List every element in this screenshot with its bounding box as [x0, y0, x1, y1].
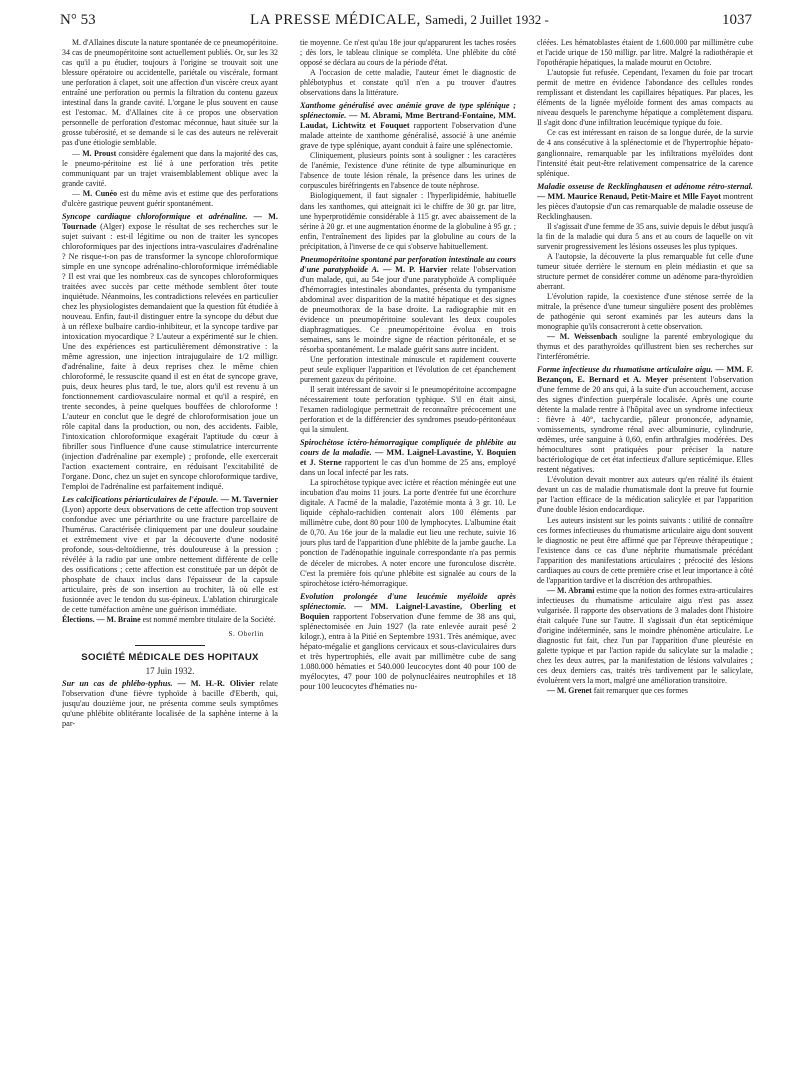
paragraph-text: rapportent l'observation d'une femme de 38 ans qui, splénectomisée en Juin 1927 (la rate enlevée aurait pesé 2 kilogr.), entra à la Pitié en Septembre 1931. Très anémique, avec hépato-mégalie et ganglions cervicaux et sous-claviculaires durs et très hypertrophiés, elle avait par millimètre cube de sang 1.080.000 hématies et 540.000 leucocytes dont 40 pour 100 de myélocytes, 47 pour 100 de polynucléaires neutrophiles et 18 pour 100 leucocytes d'hématies nu- [300, 611, 516, 691]
section-heading [300, 255, 516, 355]
paragraph: M. d'Allaines discute la nature spontanée de ce pneumopéritoine. 34 cas de pneumopéritoine sont actuellement publiés. Or, sur les 32 cas qu'il a pu étudier, toujours à l'origine se trouvait soit une blessure opératoire ou accidentelle, pariétale ou viscérale, formant une perforation à clapet, soit une affection d'un viscère creux ayant entraîné une perforation ou permis la filtration du contenu gazeux intestinal dans la grande cavité. L'organe le plus souvent en cause est l'estomac. M. d'Allaines cite à ce propos une observation personnelle de perforation d'estomac méconnue, haut située sur la grosse tubérosité, et se demande si le cas des auteurs ne relèverait pas d'une étiologie semblable. [62, 38, 278, 148]
paragraph-text: rapportent l'observation d'une malade atteinte de xanthome généralisé, associé à une anémie grave de type splénique, ayant conduit à faire une splénectomie. [300, 121, 516, 151]
section-heading [537, 182, 753, 222]
author-lead: — M. Abrami [547, 585, 595, 595]
paragraph: A l'occasion de cette maladie, l'auteur émet le diagnostic de phlébotyphus et constate qu'il n'en a pu trouver d'autres observations dans la littérature. [300, 68, 516, 98]
society-date: 17 Juin 1932. [145, 665, 195, 676]
paragraph: Ce cas est intéressant en raison de sa longue durée, de la survie de 4 ans consécutive à la splénectomie et de l'hypertrophie hépato-ganglionnaire, remarquable par les infiltrations myéloïdes dont l'intensité était peut-être relativement compensatrice de la carence splénique. [537, 128, 753, 178]
paragraph: A l'autopsie, la découverte la plus remarquable fut celle d'une tumeur située derrière le sternum en plein médiastin et que sa structure permet de considérer comme un adénome para-thyroïdien aberrant. [537, 251, 753, 291]
paragraph: Cliniquement, plusieurs points sont à souligner : les caractères de l'anémie, l'existence d'une rétinite de type albuminurique en l'absence de toute lésion rénale, la présence dans les urines de corpuscules biréfringents en l'absence de toute néphrose. [300, 151, 516, 191]
paragraph [62, 615, 278, 625]
paragraph-text: relate l'observation d'une fièvre typhoïde à bacille d'Eberth, qui, jusqu'au douzième jour, ne présenta comme seuls symptômes qu'une phlébite oblitérante localisée de la saphène interne à la par- [62, 678, 278, 728]
section-heading [537, 365, 753, 475]
paragraph: L'évolution devait montrer aux auteurs qu'en réalité ils étaient devant un cas de maladie rhumatismale dont la preuve fut fournie par l'action efficace de la médication salicylée et par l'apparition d'une double lésion endocardique. [537, 475, 753, 515]
paragraph: cléées. Les hématoblastes étaient de 1.600.000 par millimètre cube et l'acide urique de 150 milligr. par litre. Malgré la radiothérapie et l'opothérapie hépatiques, la malade mourut en Octobre. [537, 38, 753, 68]
author-lead: — MM. Maurice Renaud, Petit-Maire et Mlle Fayot [537, 191, 721, 201]
paragraph [537, 686, 753, 696]
paragraph-text: rapportent le cas d'un homme de 25 ans, employé dans un local infecté par les rats. [300, 458, 516, 478]
paragraph-text: (Alger) expose le résultat de ses recherches sur le sujet suivant : est-il légitime ou non de traiter les syncopes chloroformiques par des injections intra-vasculaires d'adrénaline ? Ne risque-t-on pas de transformer la syncope chloroformique simple en une syncope adrénalino-chloroformique irrémédiable ? Il est vrai que les nombreux cas de syncopes chloroformiques traitées avec succès par cette méthode semblent ôter toute inquiétude. Néanmoins, les contradictions relevées en particulier chez les physiologistes demandaient que la question fût étudiée à nouveau. Enfin, faut-il distinguer entre la syncope du début due à un réflexe bulbaire cardio-inhibiteur, et la syncope tardive par intoxication myocardique ? L'auteur a expérimenté sur le chien. Une des expériences est particulièrement démonstrative : la même agression, une injection intrajugulaire de 1/2 milligr. d'adrénaline, faite à deux reprises chez le même chien chloroformé, le ressuscite quand il est en état de syncope grave, puis, deux heures plus tard, le tue, alors qu'il est revenu à un fonctionnement cardiovasculaire normal et qu'il a respiré, en trente secondes, à peine quelques bouffées de chloroforme ! L'auteur en conclut que le degré de chloroformisation joue un rôle capital dans la production, ou non, des accidents. Faible, l'intoxication chloroformique exagérait l'aptitude du cœur à fibriller sous l'influence d'une cause stimulatrice intercurrente (injection d'adrénaline par exemple) ; profonde, elle exercerait l'action exactement contraire, en réduisant l'excitabilité de l'organe. Donc, chez un sujet en syncope chloroformique tardive, l'emploi de l'adrénaline est parfaitement indiqué. [62, 221, 278, 491]
author-lead: — M. Grenet [547, 686, 592, 696]
paragraph: Il s'agissait d'une femme de 35 ans, suivie depuis le début jusqu'à la fin de la maladie qui dura 5 ans et au cours de laquelle on vit survenir progressivement les lésions osseuses les plus typiques. [537, 221, 753, 251]
column-1 [62, 38, 278, 1074]
society-title: SOCIÉTÉ MÉDICALE DES HOPITAUX [81, 651, 259, 663]
author-name: M. Cunéo [82, 188, 118, 198]
elections-lead: Élections. — M. Braine [62, 614, 141, 624]
paragraph: tie moyenne. Ce n'est qu'au 18e jour qu'apparurent les taches rosées ; dès lors, le tableau clinique se compléta. Une phlébite du côté opposé se déclara au cours de la période d'état. [300, 38, 516, 68]
paragraph-text: est du même avis et estime que des perforations d'ulcère gastrique peuvent guérir spontanément. [62, 188, 278, 208]
paragraph: Biologiquement, il faut signaler : l'hyperlipidémie, habituelle dans les xanthomes, qui atteignait ici le chiffre de 30 gr. par litre, une hyperprotidémie considérable à 115 gr. avec abaissement de la sérine à 20 gr. et une augmentation énorme de la globuline à 95 gr. ; enfin, l'entraînement des lipides par la globuline au cours de la précipitation, à l'inverse de ce qui s'observe habituellement. [300, 191, 516, 251]
heading-title: Spirochétose ictéro-hémorragique compliquée de phlébite au cours de la maladie. [300, 438, 516, 458]
author-lead: — M. Tavernier [218, 494, 278, 504]
heading-title: Pneumopéritoine spontané par perforation intestinale au cours d'une paratyphoïde A. [300, 254, 516, 274]
paragraph [537, 332, 753, 362]
paragraph-text: est nommé membre titulaire de la Société. [140, 614, 276, 624]
paragraph: — M. Cunéo est du même avis et estime que des perforations d'ulcère gastrique peuvent guérir spontanément. [62, 188, 278, 208]
paragraph: Les auteurs insistent sur les points suivants : utilité de connaître ces formes infectieuses du rhumatisme articulaire aigu dont souvent le diagnostic ne peut être affirmé que par l'épreuve thérapeutique ; l'existence dans ce cas d'une néphrite rhumatismale précédant l'apparition des manifestations articulaires ; précocité des lésions cardiaques au cours de cette première crise et leur importance à côté de l'apparition tardive et la discrétion des arthropathies. [537, 515, 753, 585]
author-lead: — M. P. Harvier [379, 264, 448, 274]
issue-number: N° 53 [60, 12, 96, 28]
page-header [60, 12, 752, 32]
heading-title: Sur un cas de phlébo-typhus. [62, 678, 173, 688]
paragraph: L'évolution rapide, la coexistence d'une sténose serrée de la mitrale, la présence d'une tumeur singulière posent des problèmes de pathogénie qui seront examinés par les auteurs dans la monographie qu'ils consacreront à cette observation. [537, 291, 753, 332]
section-heading [62, 495, 278, 615]
paragraph-text: estime que la notion des formes extra-articulaires infectieuses du rhumatisme articulaire aigu n'est pas assez vulgarisée. Il rapporte des observations de 3 malades dont l'histoire était calquée l'une sur l'autre. Il s'agissait d'un état septicémique d'origine indéterminée, sans le moindre phénomène articulaire. Le diagnostic fut fait, chez l'un par l'apparition d'une pleurésie en galette typique et par l'action rapide du salicylate sur la maladie ; chez les deux autres, par la manifestation de lésions valvulaires ; ces deux derniers cas, traités très tardivement par le salicylate, évoluèrent vers la mort, malgré une amélioration transitoire. [537, 585, 753, 686]
paragraph: L'autopsie fut refusée. Cependant, l'examen du foie par trocart permit de mettre en évidence l'abondance des cellules rondes remplissant et distendant les capillaires hépatiques. Par places, les éléments de la lignée myéloïde forment des amas compacts au niveau desquels le parenchyme hépatique a complètement disparu. Il s'agit donc d'une infiltration leucémique typique du foie. [537, 68, 753, 128]
divider [135, 645, 205, 646]
heading-title: Xanthome généralisé avec anémie grave de type splénique ; splénectomie. [300, 101, 516, 121]
paragraph-text: montrent les pièces d'autopsie d'un cas remarquable de maladie osseuse de Recklinghausen. [537, 191, 753, 221]
author-lead: — MM. Laignel-Lavastine, Y. Boquien et J. Sterne [300, 448, 516, 468]
heading-title: Les calcifications périarticulaires de l'épaule. [62, 494, 219, 504]
paragraph-text: fait remarquer que ces formes [591, 686, 688, 696]
journal-title [250, 12, 549, 29]
paragraph [537, 586, 753, 686]
author-lead: — M. H.-R. Olivier [172, 678, 255, 688]
column-2 [300, 38, 516, 1074]
signature: S. Oberlin [228, 629, 264, 638]
author-lead: — M. Abrami, Mme Bertrand-Fontaine, MM. Laudat, Lichtwitz et Fouquet [300, 111, 516, 131]
paragraph: Il serait intéressant de savoir si le pneumopéritoine accompagne nécessairement toute perforation typhique. S'il en était ainsi, l'examen radiologique permettrait de reconnaître précocement une perforation et de la différencier des syndromes pseudo-péritonéaux qui la simulent. [300, 384, 516, 435]
heading-title: Evolution prolongée d'une leucémie myéloïde après splénectomie. [300, 591, 516, 611]
section-heading [62, 212, 278, 492]
heading-title: Syncope cardiaque chloroformique et adrénaline. [62, 211, 248, 221]
paragraph: Une perforation intestinale minuscule et rapidement couverte peut seule expliquer l'apparition et l'évolution de cet épanchement purement gazeux du péritoine. [300, 354, 516, 384]
heading-title: Maladie osseuse de Recklinghausen et adénome rétro-sternal. [537, 181, 753, 191]
paragraph: — M. Proust considère également que dans la majorité des cas, le pneumo-péritoine est lié à une perforation très petite communiquant par un trajet vraisemblablement oblique avec la grande cavité. [62, 148, 278, 188]
section-heading [62, 679, 278, 729]
journal-name: LA PRESSE MÉDICALE, [250, 12, 426, 28]
paragraph-text: relate l'observation d'un malade, qui, au 54e jour d'une paratyphoïde A compliquée d'hémorragies intestinales abondantes, présenta du tympanisme abdominal avec disparition de la matité hépatique et des signes de pneumothorax de la base droite. La radiographie mit en évidence un pneumopéritoine soulevant les deux coupoles diaphragmatiques. Ce pneumopéritoine évolua en trois semaines, sans le moindre signe de réaction péritonéale, et se résorba spontanément. Le malade guérit sans autre incident. [300, 264, 516, 354]
paragraph: La spirochétose typique avec ictère et réaction méningée eut une incubation d'au moins 11 jours. La porte d'entrée fut une écorchure digitale. A l'acmé de la maladie, l'azotémie monta à 3 gr. 10. Le liquide céphalo-rachidien contenait alors 100 éléments par millimètre cube, dont 80 pour 100 de lymphocytes. L'albumine était de 0,70. Au 16e jour de la maladie eut lieu une rechute, suivie 16 jours plus tard de l'apparition d'une phlébite de la jambe gauche. La ponction de l'adénopathie inguinale correspondante n'a pas permis de déceler de microbes. A noter encore une furonculose discrète. C'est la première fois qu'une phlébite est signalée au cours de la spirochétose ictéro-hémorragique. [300, 478, 516, 588]
paragraph-text: souligne la parenté embryologique du thymus et des parathyroïdes qu'illustrent bien ses recherches sur l'interférométrie. [537, 332, 753, 362]
section-heading [300, 101, 516, 151]
header-separator: - [541, 12, 549, 27]
author-name: M. Proust [82, 148, 117, 158]
page-number: 1037 [722, 12, 752, 28]
paragraph-text: présentent l'observation d'une femme de 20 ans qui, à la suite d'un accouchement, accuse des signes d'infection puerpérale localisée. Après une courte détente la malade rentre à l'hôpital avec un syndrome infectieux : fièvre à 40°, tachycardie, pâleur prononcée, adynamie, vomissements, syndrome rénal avec albuminurie, cylindrurie, œdèmes, urée sanguine à 0,60, enfin arthralgies modérées. Des hémocultures sont pratiquées pour préciser la nature bactériologique de cet état infectieux d'allure septicémique. Elles restent négatives. [537, 375, 753, 475]
issue-date: Samedi, 2 Juillet 1932 [425, 12, 542, 27]
author-lead: — MM. F. Bezançon, E. Bernard et A. Meyer [537, 365, 753, 385]
section-heading [300, 438, 516, 478]
section-heading [300, 592, 516, 692]
author-lead: — M. Weissenbach [547, 332, 618, 342]
author-lead: — M. Tournade [62, 211, 278, 231]
author-lead: — MM. Laignel-Lavastine, Oberling et Boquien [300, 601, 516, 621]
column-3 [537, 38, 753, 1074]
paragraph-text: considère également que dans la majorité des cas, le pneumo-péritoine est lié à une perforation très petite communiquant par un trajet vraisemblablement oblique avec la grande cavité. [62, 148, 278, 188]
heading-title: Forme infectieuse du rhumatisme articulaire aigu. [537, 365, 713, 375]
paragraph-text: (Lyon) apporte deux observations de cette affection trop souvent confondue avec une périarthrite ou une fracture parcellaire de l'humérus. Caractérisée cliniquement par une douleur soudaine et extrêmement vive et par la découverte d'une nodosité profonde, sous-deltoïdienne, très douloureuse à la pression ; révélée à la radio par une ombre nettement différente de celle des ossifications ; cette affection est constituée par un dépôt de phosphate de chaux inclus dans l'épaisseur de la capsule articulaire, près de son insertion au trochiter, là où elle est fusionnée avec le tendon du sus-épineux. L'ablation chirurgicale de cette tuméfaction amène une guérison immédiate. [62, 504, 278, 614]
